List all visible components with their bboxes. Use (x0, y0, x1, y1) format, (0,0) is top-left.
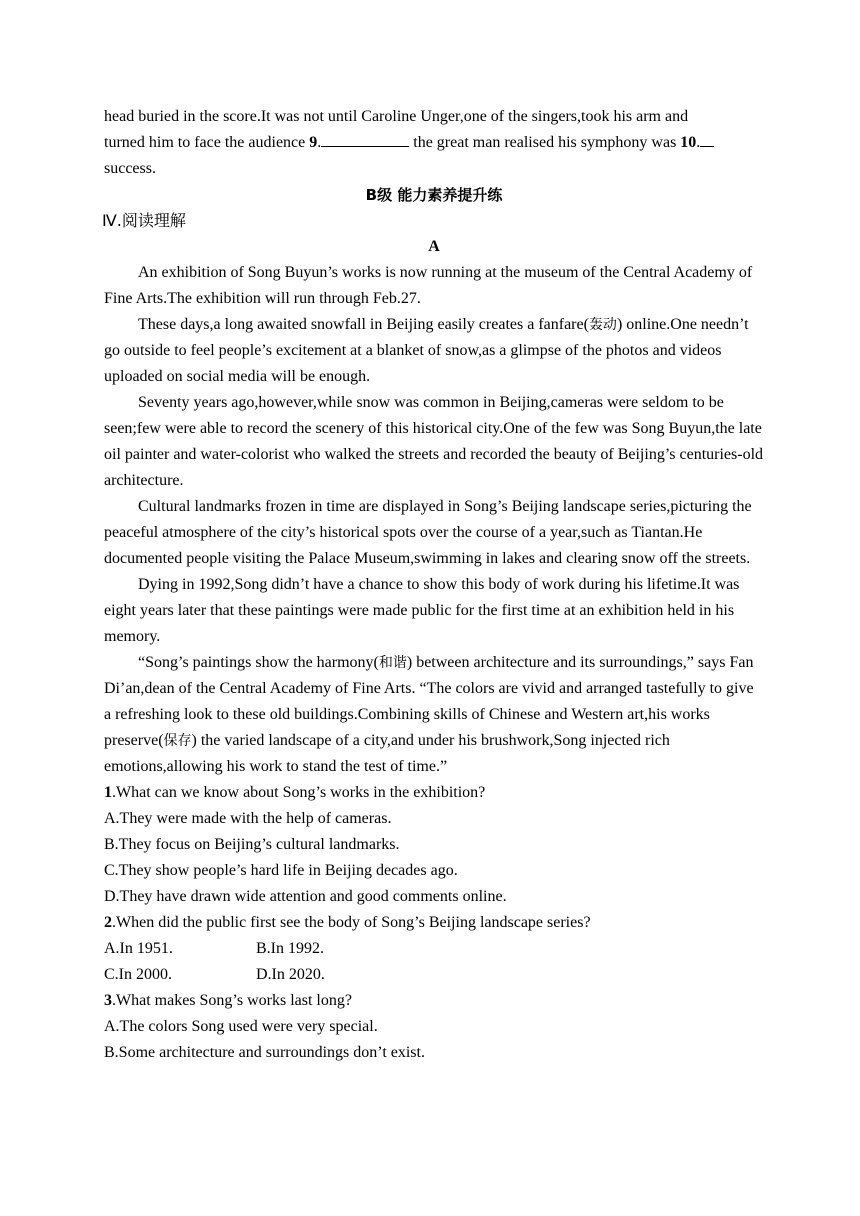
question-number: 3 (104, 992, 112, 1009)
option-2a[interactable]: A.In 1951. (104, 940, 173, 957)
option-1c[interactable]: C.They show people’s hard life in Beijing decades ago. (104, 862, 458, 879)
passage-paragraph-3: Seventy years ago,however,while snow was common in Beijing,cameras were seldom to be seen;few were able to record the scenery of this historical city.One of the few was Song Buyun,the late oil painter and water-colorist who walked the streets and recorded the beauty of Beijing’s centuries-old architecture. (104, 394, 764, 489)
question-text: .When did the public first see the body of Song’s Beijing landscape series? (112, 914, 591, 931)
level-heading: B级 能力素养提升练 (365, 186, 503, 204)
cloze-text: turned him to face the audience (104, 134, 310, 151)
chinese-gloss: 和谐 (378, 655, 407, 671)
passage-paragraph-6: “Song’s paintings show the harmony(和谐) between architecture and its surroundings,” says Fan Di’an,dean of the Central Academy of Fine Arts. “The colors are vivid and arranged tastefully to give a refreshing look to these old buildings.Combining skills of Chinese and Western art,his works preserve(保存) the varied landscape of a city,and under his brushwork,Song injected rich emotions,allowing his work to stand the test of time.” (104, 654, 754, 775)
blank-dot: . (317, 134, 322, 151)
passage-paragraph-2: These days,a long awaited snowfall in Beijing easily creates a fanfare(轰动) online.One needn’t go outside to feel people’s excitement at a blanket of snow,as a glimpse of the photos and videos uploaded on social media will be enough. (104, 316, 749, 385)
passage-paragraph-1: An exhibition of Song Buyun’s works is now running at the museum of the Central Academy of Fine Arts.The exhibition will run through Feb.27. (104, 264, 753, 307)
passage-paragraph-5: Dying in 1992,Song didn’t have a chance to show this body of work during his lifetime.It was eight years later that these paintings were made public for the first time at an exhibition held in his memory. (104, 576, 740, 645)
options-row-2ab (104, 936, 764, 962)
option-2d[interactable]: D.In 2020. (256, 966, 325, 983)
question-text: .What can we know about Song’s works in the exhibition? (112, 784, 486, 801)
option-2c[interactable]: C.In 2000. (104, 966, 172, 983)
option-1a[interactable]: A.They were made with the help of cameras. (104, 810, 392, 827)
blank-dot: . (696, 134, 701, 151)
chinese-gloss: 保存 (163, 733, 192, 749)
question-1 (104, 780, 764, 806)
cloze-text: success. (104, 160, 156, 177)
passage-label: A (428, 238, 440, 255)
cloze-line-3 (104, 156, 764, 182)
document-page (104, 104, 764, 1066)
cloze-text: the great man realised his symphony was (409, 134, 681, 151)
blank-number-10: 10 (680, 134, 697, 151)
cloze-text: head buried in the score.It was not until Caroline Unger,one of the singers,took his arm and (104, 108, 689, 125)
blank-number-9: 9 (309, 134, 318, 151)
answer-blank-9[interactable] (321, 130, 409, 147)
option-3a[interactable]: A.The colors Song used were very special. (104, 1018, 378, 1035)
question-3 (104, 988, 764, 1014)
option-2b[interactable]: B.In 1992. (256, 940, 324, 957)
chinese-gloss: 轰动 (588, 317, 617, 333)
cloze-line-2 (104, 130, 764, 156)
question-text: .What makes Song’s works last long? (112, 992, 352, 1009)
option-3b[interactable]: B.Some architecture and surroundings don’t exist. (104, 1044, 425, 1061)
question-2 (104, 910, 764, 936)
option-1d[interactable]: D.They have drawn wide attention and good comments online. (104, 888, 507, 905)
question-number: 2 (104, 914, 112, 931)
option-1b[interactable]: B.They focus on Beijing’s cultural landmarks. (104, 836, 400, 853)
cloze-line-1 (104, 104, 764, 130)
options-row-2cd (104, 962, 764, 988)
passage-paragraph-4: Cultural landmarks frozen in time are displayed in Song’s Beijing landscape series,picturing the peaceful atmosphere of the city’s historical spots over the course of a year,such as Tiantan.He documented people visiting the Palace Museum,swimming in lakes and clearing snow off the streets. (104, 498, 752, 567)
question-number: 1 (104, 784, 112, 801)
part-heading: Ⅳ.阅读理解 (102, 211, 186, 230)
answer-blank-10[interactable] (700, 130, 714, 147)
